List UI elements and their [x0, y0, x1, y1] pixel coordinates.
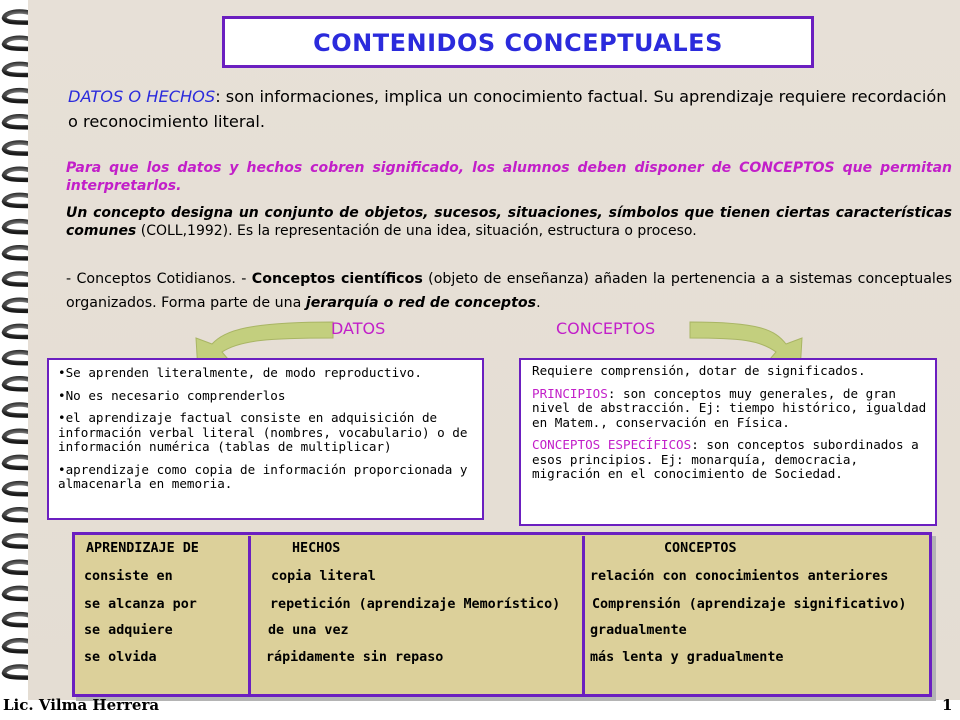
especificos-item	[532, 438, 929, 482]
list-item: •No es necesario comprenderlos	[58, 387, 286, 403]
comparison-table	[72, 532, 932, 697]
table-cell: copia literal	[271, 569, 376, 584]
tipos-cotidianos: - Conceptos Cotidianos. -	[66, 271, 252, 287]
table-cell: repetición (aprendizaje Memorístico)	[270, 597, 561, 612]
tipos-end: .	[536, 295, 541, 311]
table-cell: se adquiere	[84, 623, 173, 638]
table-header: APRENDIZAJE DE	[86, 541, 199, 556]
table-cell: rápidamente sin repaso	[266, 650, 444, 665]
principios-text: : son conceptos muy generales, de gran nivel de abstracción. Ej: tiempo histórico, igualdad en Matem., conservación en Física.	[532, 385, 927, 430]
table-divider	[248, 536, 251, 696]
slide-title: CONTENIDOS CONCEPTUALES	[313, 29, 723, 57]
table-cell: de una vez	[268, 623, 349, 638]
concepto-def: Un concepto designa un conjunto de objetos, sucesos, situaciones, símbolos que tienen ciertas características comunes	[66, 205, 952, 239]
datos-label: DATOS	[331, 319, 386, 338]
principios-term: PRINCIPIOS	[532, 385, 608, 401]
datos-hechos-text: : son informaciones, implica un conocimiento factual. Su aprendizaje requiere recordación o reconocimiento literal.	[68, 87, 947, 131]
list-item: •Se aprenden literalmente, de modo reproductivo.	[58, 365, 422, 380]
tipos-jerarquia: jerarquía o red de conceptos	[305, 295, 537, 311]
table-cell: se alcanza por	[84, 597, 197, 612]
datos-box	[47, 358, 484, 520]
list-item: •el aprendizaje factual consiste en adquisición de información verbal literal (nombres, vocabulario) o de información numérica (tablas de multiplicar)	[58, 410, 468, 454]
principios-item	[532, 387, 929, 431]
list-item-text: aprendizaje como copia de información proporcionada y almacenarla en memoria.	[58, 461, 468, 491]
list-item-text: el aprendizaje factual consiste en adquisición de información verbal literal (nombres, vocabulario) o de información numérica (tablas de multiplicar)	[58, 410, 468, 454]
table-cell: Comprensión (aprendizaje significativo)	[592, 597, 907, 612]
list-item-text: Se aprenden literalmente, de modo reproductivo.	[65, 365, 422, 380]
concepto-rest: (COLL,1992). Es la representación de una idea, situación, estructura o proceso.	[136, 223, 697, 239]
table-cell: se olvida	[84, 650, 157, 665]
conceptos-box	[519, 358, 937, 526]
table-cell: consiste en	[84, 569, 173, 584]
significado-paragraph: Para que los datos y hechos cobren significado, los alumnos deben disponer de CONCEPTOS que permitan interpretarlos.	[66, 160, 952, 194]
table-cell: gradualmente	[590, 623, 687, 638]
table-divider	[582, 536, 585, 696]
conceptos-label: CONCEPTOS	[556, 319, 656, 338]
page-number: 1	[942, 696, 953, 714]
tipos-cientificos: Conceptos científicos	[251, 271, 423, 287]
list-item-text: No es necesario comprenderlos	[65, 387, 286, 403]
especificos-text: : son conceptos subordinados a esos principios. Ej: monarquía, democracia, migración en el conocimiento de Sociedad.	[532, 437, 919, 481]
table-cell: relación con conocimientos anteriores	[590, 569, 889, 584]
conceptos-intro: Requiere comprensión, dotar de significados.	[532, 363, 866, 378]
table-header: HECHOS	[292, 541, 341, 556]
footer-author: Lic. Vilma Herrera	[3, 696, 160, 714]
table-cell: más lenta y gradualmente	[590, 650, 784, 665]
datos-hechos-term: DATOS O HECHOS	[68, 87, 216, 106]
especificos-term: CONCEPTOS ESPECÍFICOS	[532, 437, 692, 452]
list-item: •aprendizaje como copia de información proporcionada y almacenarla en memoria.	[58, 461, 468, 491]
tipos-mid: (objeto de enseñanza) añaden la pertenencia a a sistemas conceptuales organizados. Forma parte de una	[66, 271, 952, 311]
table-header: CONCEPTOS	[664, 541, 737, 556]
